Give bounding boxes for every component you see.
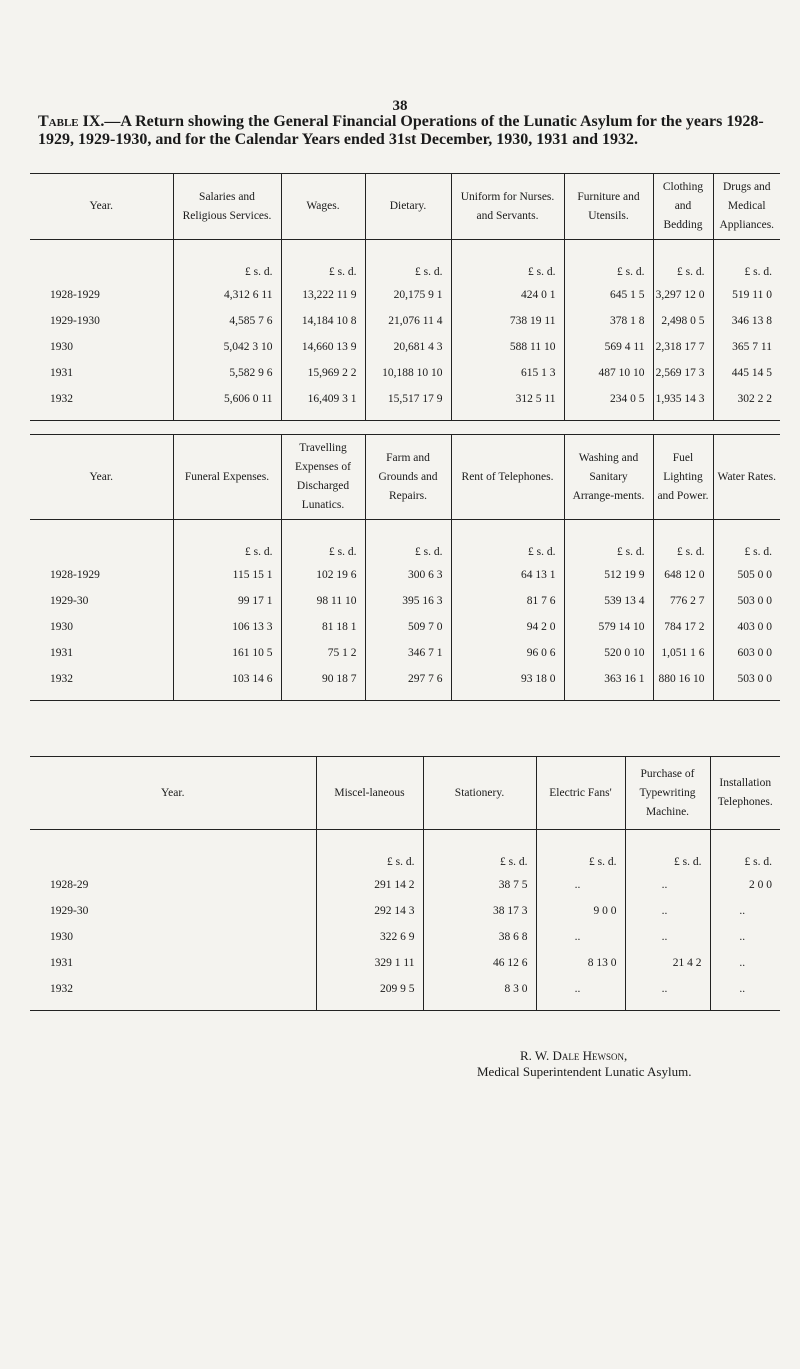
units-row — [30, 830, 780, 873]
amount-cell: 96 0 6 — [451, 640, 564, 666]
unit-cell: £ s. d. — [713, 240, 780, 283]
page-number: 38 — [392, 98, 408, 114]
table-row — [30, 898, 780, 924]
amount-cell: 346 13 8 — [713, 308, 780, 334]
amount-cell: 363 16 1 — [564, 666, 653, 701]
amount-cell: 291 14 2 — [316, 872, 423, 898]
financial-table-3 — [30, 756, 780, 1011]
amount-cell: 102 19 6 — [281, 562, 365, 588]
column-header: Fuel Lighting and Power. — [653, 435, 713, 520]
amount-cell: .. — [710, 950, 780, 976]
amount-cell: .. — [536, 924, 625, 950]
unit-cell: £ s. d. — [365, 520, 451, 563]
amount-cell: 776 2 7 — [653, 588, 713, 614]
amount-cell: 503 0 0 — [713, 588, 780, 614]
amount-cell: 21,076 11 4 — [365, 308, 451, 334]
amount-cell: 738 19 11 — [451, 308, 564, 334]
unit-cell: £ s. d. — [564, 520, 653, 563]
amount-cell: 395 16 3 — [365, 588, 451, 614]
column-header: Funeral Expenses. — [173, 435, 281, 520]
unit-cell — [30, 520, 173, 563]
table-row — [30, 360, 780, 386]
amount-cell: 603 0 0 — [713, 640, 780, 666]
unit-cell: £ s. d. — [281, 520, 365, 563]
amount-cell: 64 13 1 — [451, 562, 564, 588]
amount-cell: 99 17 1 — [173, 588, 281, 614]
table-header-row — [30, 435, 780, 520]
amount-cell: 505 0 0 — [713, 562, 780, 588]
amount-cell: .. — [625, 872, 710, 898]
column-header: Salaries and Religious Services. — [173, 174, 281, 240]
unit-cell: £ s. d. — [564, 240, 653, 283]
column-header: Travelling Expenses of Discharged Lunatics. — [281, 435, 365, 520]
amount-cell: 4,312 6 11 — [173, 282, 281, 308]
table-row — [30, 872, 780, 898]
unit-cell: £ s. d. — [316, 830, 423, 873]
unit-cell: £ s. d. — [281, 240, 365, 283]
amount-cell: 346 7 1 — [365, 640, 451, 666]
amount-cell: 10,188 10 10 — [365, 360, 451, 386]
column-header: Uniform for Nurses. and Servants. — [451, 174, 564, 240]
amount-cell: 2 0 0 — [710, 872, 780, 898]
amount-cell: 5,042 3 10 — [173, 334, 281, 360]
amount-cell: 98 11 10 — [281, 588, 365, 614]
amount-cell: 292 14 3 — [316, 898, 423, 924]
column-header: Year. — [30, 174, 173, 240]
amount-cell: .. — [625, 898, 710, 924]
amount-cell: 512 19 9 — [564, 562, 653, 588]
amount-cell: 161 10 5 — [173, 640, 281, 666]
table-row — [30, 640, 780, 666]
column-header: Clothing and Bedding — [653, 174, 713, 240]
amount-cell: .. — [710, 976, 780, 1011]
amount-cell: 81 7 6 — [451, 588, 564, 614]
amount-cell: 297 7 6 — [365, 666, 451, 701]
unit-cell — [30, 830, 316, 873]
unit-cell: £ s. d. — [653, 240, 713, 283]
column-header: Farm and Grounds and Repairs. — [365, 435, 451, 520]
amount-cell: 487 10 10 — [564, 360, 653, 386]
table-title-prefix: Table IX. — [38, 113, 105, 130]
table-row — [30, 924, 780, 950]
amount-cell: 38 7 5 — [423, 872, 536, 898]
units-row — [30, 240, 780, 283]
unit-cell — [30, 240, 173, 283]
column-header: Water Rates. — [713, 435, 780, 520]
year-cell: 1931 — [50, 367, 73, 379]
amount-cell: 90 18 7 — [281, 666, 365, 701]
amount-cell: 46 12 6 — [423, 950, 536, 976]
amount-cell: 403 0 0 — [713, 614, 780, 640]
amount-cell: 94 2 0 — [451, 614, 564, 640]
table-row — [30, 334, 780, 360]
table-row — [30, 562, 780, 588]
year-cell: 1932 — [50, 673, 73, 685]
table-row — [30, 308, 780, 334]
year-cell: 1930 — [50, 621, 73, 633]
amount-cell: .. — [710, 924, 780, 950]
year-cell: 1928-1929 — [50, 289, 100, 301]
amount-cell: 509 7 0 — [365, 614, 451, 640]
year-cell: 1931 — [50, 957, 73, 969]
unit-cell: £ s. d. — [625, 830, 710, 873]
amount-cell: .. — [710, 898, 780, 924]
amount-cell: 1,935 14 3 — [653, 386, 713, 421]
unit-cell: £ s. d. — [173, 520, 281, 563]
amount-cell: 615 1 3 — [451, 360, 564, 386]
table-title — [38, 113, 778, 149]
amount-cell: 4,585 7 6 — [173, 308, 281, 334]
amount-cell: 103 14 6 — [173, 666, 281, 701]
year-cell: 1929-30 — [50, 595, 89, 607]
amount-cell: 20,175 9 1 — [365, 282, 451, 308]
column-header: Dietary. — [365, 174, 451, 240]
column-header: Wages. — [281, 174, 365, 240]
column-header: Stationery. — [423, 757, 536, 830]
amount-cell: 93 18 0 — [451, 666, 564, 701]
amount-cell: 503 0 0 — [713, 666, 780, 701]
amount-cell: 234 0 5 — [564, 386, 653, 421]
column-header: Miscel-laneous — [316, 757, 423, 830]
amount-cell: 38 17 3 — [423, 898, 536, 924]
amount-cell: 312 5 11 — [451, 386, 564, 421]
amount-cell: 579 14 10 — [564, 614, 653, 640]
amount-cell: 14,660 13 9 — [281, 334, 365, 360]
column-header: Purchase of Typewriting Machine. — [625, 757, 710, 830]
amount-cell: 784 17 2 — [653, 614, 713, 640]
unit-cell: £ s. d. — [710, 830, 780, 873]
amount-cell: 2,498 0 5 — [653, 308, 713, 334]
unit-cell: £ s. d. — [713, 520, 780, 563]
column-header: Installation Telephones. — [710, 757, 780, 830]
amount-cell: 5,606 0 11 — [173, 386, 281, 421]
year-cell: 1930 — [50, 341, 73, 353]
year-cell: 1932 — [50, 983, 73, 995]
table-row — [30, 282, 780, 308]
year-cell: 1929-30 — [50, 905, 89, 917]
amount-cell: 648 12 0 — [653, 562, 713, 588]
amount-cell: 115 15 1 — [173, 562, 281, 588]
column-header: Washing and Sanitary Arrange-ments. — [564, 435, 653, 520]
table-row — [30, 614, 780, 640]
table-title-text: —A Return showing the General Financial Operations of the Lunatic Asylum for the years 1928-1929, 1929-1930, and for the Calendar Years ended 31st December, 1930, 1931 and 1932. — [38, 113, 764, 148]
amount-cell: 1,051 1 6 — [653, 640, 713, 666]
amount-cell: 209 9 5 — [316, 976, 423, 1011]
amount-cell: 365 7 11 — [713, 334, 780, 360]
column-header: Electric Fans' — [536, 757, 625, 830]
amount-cell: 519 11 0 — [713, 282, 780, 308]
amount-cell: 20,681 4 3 — [365, 334, 451, 360]
amount-cell: 329 1 11 — [316, 950, 423, 976]
units-row — [30, 520, 780, 563]
year-cell: 1929-1930 — [50, 315, 100, 327]
amount-cell: 520 0 10 — [564, 640, 653, 666]
amount-cell: 300 6 3 — [365, 562, 451, 588]
amount-cell: 424 0 1 — [451, 282, 564, 308]
amount-cell: 38 6 8 — [423, 924, 536, 950]
unit-cell: £ s. d. — [451, 240, 564, 283]
table-row — [30, 976, 780, 1011]
amount-cell: 588 11 10 — [451, 334, 564, 360]
amount-cell: 15,517 17 9 — [365, 386, 451, 421]
amount-cell: 2,318 17 7 — [653, 334, 713, 360]
table-row — [30, 666, 780, 701]
table-header-row — [30, 757, 780, 830]
amount-cell: .. — [536, 872, 625, 898]
amount-cell: 16,409 3 1 — [281, 386, 365, 421]
unit-cell: £ s. d. — [536, 830, 625, 873]
table-row — [30, 950, 780, 976]
unit-cell: £ s. d. — [365, 240, 451, 283]
amount-cell: 3,297 12 0 — [653, 282, 713, 308]
amount-cell: .. — [536, 976, 625, 1011]
amount-cell: 81 18 1 — [281, 614, 365, 640]
table-row — [30, 588, 780, 614]
year-cell: 1930 — [50, 931, 73, 943]
column-header: Year. — [30, 757, 316, 830]
signature-title: Medical Superintendent Lunatic Asylum. — [477, 1064, 692, 1079]
amount-cell: 539 13 4 — [564, 588, 653, 614]
unit-cell: £ s. d. — [451, 520, 564, 563]
amount-cell: 14,184 10 8 — [281, 308, 365, 334]
amount-cell: 322 6 9 — [316, 924, 423, 950]
column-header: Drugs and Medical Appliances. — [713, 174, 780, 240]
amount-cell: 8 13 0 — [536, 950, 625, 976]
column-header: Furniture and Utensils. — [564, 174, 653, 240]
signature-name: R. W. Dale Hewson, — [520, 1048, 628, 1063]
year-cell: 1928-29 — [50, 879, 89, 891]
unit-cell: £ s. d. — [423, 830, 536, 873]
amount-cell: 106 13 3 — [173, 614, 281, 640]
amount-cell: 75 1 2 — [281, 640, 365, 666]
amount-cell: 569 4 11 — [564, 334, 653, 360]
column-header: Year. — [30, 435, 173, 520]
table-header-row — [30, 174, 780, 240]
year-cell: 1932 — [50, 393, 73, 405]
amount-cell: 2,569 17 3 — [653, 360, 713, 386]
amount-cell: 8 3 0 — [423, 976, 536, 1011]
amount-cell: 9 0 0 — [536, 898, 625, 924]
amount-cell: 15,969 2 2 — [281, 360, 365, 386]
unit-cell: £ s. d. — [173, 240, 281, 283]
year-cell: 1931 — [50, 647, 73, 659]
column-header: Rent of Telephones. — [451, 435, 564, 520]
financial-table-2 — [30, 434, 780, 701]
amount-cell: 378 1 8 — [564, 308, 653, 334]
amount-cell: 302 2 2 — [713, 386, 780, 421]
amount-cell: .. — [625, 976, 710, 1011]
amount-cell: 445 14 5 — [713, 360, 780, 386]
amount-cell: 5,582 9 6 — [173, 360, 281, 386]
amount-cell: 21 4 2 — [625, 950, 710, 976]
amount-cell: 645 1 5 — [564, 282, 653, 308]
table-row — [30, 386, 780, 421]
amount-cell: 880 16 10 — [653, 666, 713, 701]
financial-table-1 — [30, 173, 780, 421]
unit-cell: £ s. d. — [653, 520, 713, 563]
year-cell: 1928-1929 — [50, 569, 100, 581]
amount-cell: .. — [625, 924, 710, 950]
amount-cell: 13,222 11 9 — [281, 282, 365, 308]
